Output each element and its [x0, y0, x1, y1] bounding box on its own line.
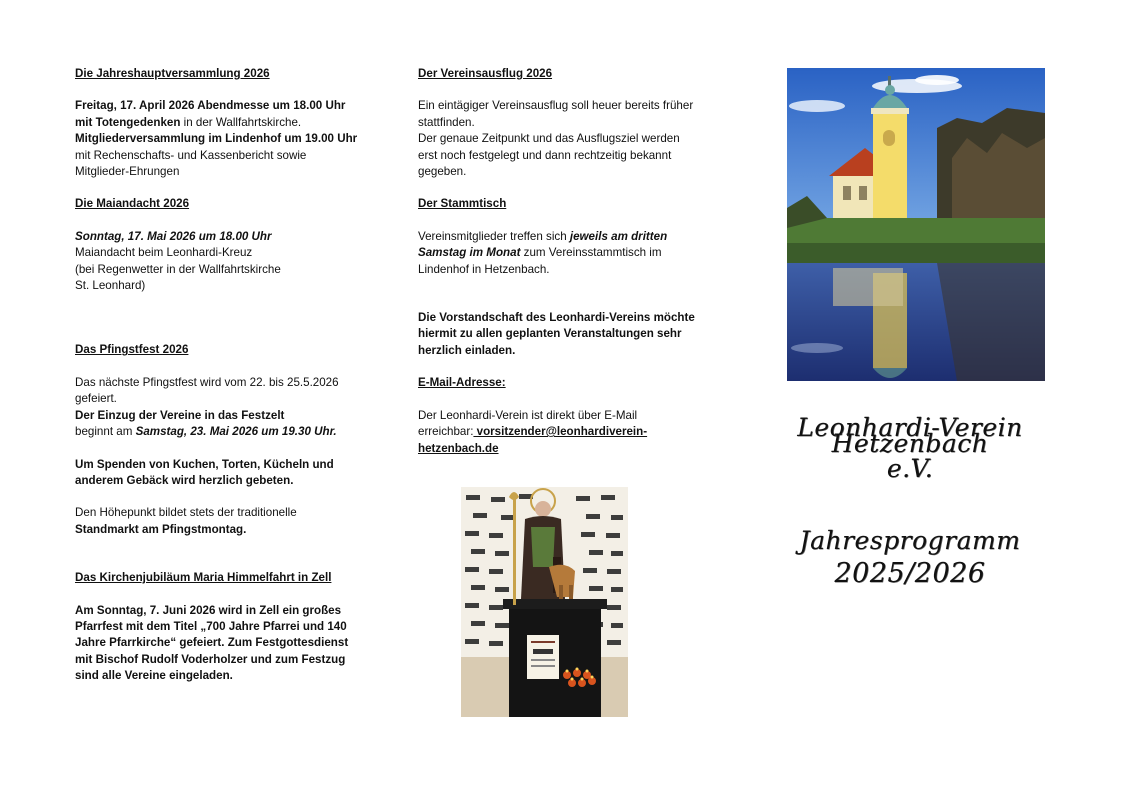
heading-maiandacht: Die Maiandacht 2026 [75, 197, 190, 211]
spenden-line-1: Um Spenden von Kuchen, Torten, Kücheln und [75, 457, 334, 471]
jhv-line-2: mit Totengedenken in der Wallfahrtskirche. [75, 115, 302, 129]
jhv-line-5: Mitglieder-Ehrungen [75, 165, 180, 179]
jub-line-1: Am Sonntag, 7. Juni 2026 wird in Zell ein großes [75, 603, 342, 617]
jub-line-5: sind alle Vereine eingeladen. [75, 669, 233, 683]
club-title: Leonhardi-Verein Hetzenbach [797, 413, 1023, 459]
email-line-2: erreichbar: vorsitzender@leonhardiverein- [418, 425, 648, 439]
pfingst-line-2: gefeiert. [75, 392, 117, 406]
heading-vereinsausflug: Der Vereinsausflug 2026 [418, 67, 553, 80]
mai-line-1: Maiandacht beim Leonhardi-Kreuz [75, 246, 253, 260]
pfingst-line-4: beginnt am Samstag, 23. Mai 2026 um 19.30 Uhr. [75, 425, 337, 439]
paragraph-jahreshauptversammlung [75, 98, 375, 180]
club-title-suffix: e.V. [886, 454, 934, 483]
column-middle [418, 66, 723, 473]
heading-jahreshauptversammlung: Die Jahreshauptversammlung 2026 [75, 67, 270, 80]
stamm-line-2: Samstag im Monat zum Vereinsstammtisch im [418, 246, 662, 260]
program-title: Jahresprogramm [799, 526, 1021, 555]
pfingst-line-3: Der Einzug der Vereine in das Festzelt [75, 408, 285, 422]
column-left [75, 66, 375, 701]
heading-pfingstfest: Das Pfingstfest 2026 [75, 343, 189, 357]
paragraph-spenden [75, 457, 375, 490]
program-years: 2025/2026 [834, 558, 986, 589]
jub-line-2: Pfarrfest mit dem Titel „700 Jahre Pfarrei und 140 [75, 619, 347, 633]
paragraph-vorstandschaft [418, 310, 723, 359]
saint-statue-photo [461, 487, 628, 717]
heading-stammtisch: Der Stammtisch [418, 197, 507, 211]
heading-kirchenjubilaeum: Das Kirchenjubiläum Maria Himmelfahrt in Zell [75, 571, 332, 585]
paragraph-hoehepunkt [75, 505, 375, 538]
stamm-line-3: Lindenhof in Hetzenbach. [418, 262, 550, 276]
jub-line-4: mit Bischof Rudolf Voderholzer und zum Festzug [75, 652, 346, 666]
vorstand-line-1: Die Vorstandschaft des Leonhardi-Vereins möchte [418, 311, 695, 325]
email-link-continued[interactable]: hetzenbach.de [418, 441, 499, 455]
paragraph-kirchenjubilaeum [75, 603, 375, 685]
pfingst-line-1: Das nächste Pfingstfest wird vom 22. bis 25.5.2026 [75, 375, 339, 389]
hoehe-line-2: Standmarkt am Pfingstmontag. [75, 522, 247, 536]
jhv-line-1: Freitag, 17. April 2026 Abendmesse um 18.00 Uhr [75, 99, 346, 113]
ausflug-line-2: stattfinden. [418, 115, 475, 129]
paragraph-maiandacht [75, 229, 375, 295]
vorstand-line-2: hiermit zu allen geplanten Veranstaltungen sehr [418, 327, 682, 341]
stamm-line-1: Vereinsmitglieder treffen sich jeweils am dritten [418, 229, 668, 243]
ausflug-line-5: gegeben. [418, 165, 467, 179]
ausflug-line-1: Ein eintägiger Vereinsausflug soll heuer bereits früher [418, 99, 694, 113]
mai-line-2: (bei Regenwetter in der Wallfahrtskirche [75, 262, 281, 276]
paragraph-vereinsausflug [418, 98, 723, 180]
email-line-3 [418, 441, 723, 457]
jub-line-3: Jahre Pfarrkirche“ gefeiert. Zum Festgottesdienst [75, 636, 349, 650]
ausflug-line-4: erst noch festgelegt und dann rechtzeitig bekannt [418, 148, 672, 162]
hoehe-line-1: Den Höhepunkt bildet stets der traditionelle [75, 506, 297, 520]
email-line-1: Der Leonhardi-Verein ist direkt über E-Mail [418, 408, 638, 422]
paragraph-email [418, 408, 723, 457]
email-link[interactable]: vorsitzender@leonhardiverein- [473, 425, 648, 439]
paragraph-stammtisch [418, 229, 723, 278]
paragraph-pfingstfest [75, 375, 375, 441]
mai-date: Sonntag, 17. Mai 2026 um 18.00 Uhr [75, 229, 272, 243]
heading-email: E-Mail-Adresse: [418, 376, 506, 390]
vorstand-line-3: herzlich einladen. [418, 343, 516, 357]
church-photo [787, 68, 1045, 381]
mai-line-3: St. Leonhard) [75, 279, 146, 293]
spenden-line-2: anderem Gebäck wird herzlich gebeten. [75, 473, 294, 487]
jhv-line-3: Mitgliederversammlung im Lindenhof um 19.00 Uhr [75, 132, 358, 146]
jhv-line-4: mit Rechenschafts- und Kassenbericht sowie [75, 148, 307, 162]
ausflug-line-3: Der genaue Zeitpunkt und das Ausflugsziel werden [418, 132, 680, 146]
